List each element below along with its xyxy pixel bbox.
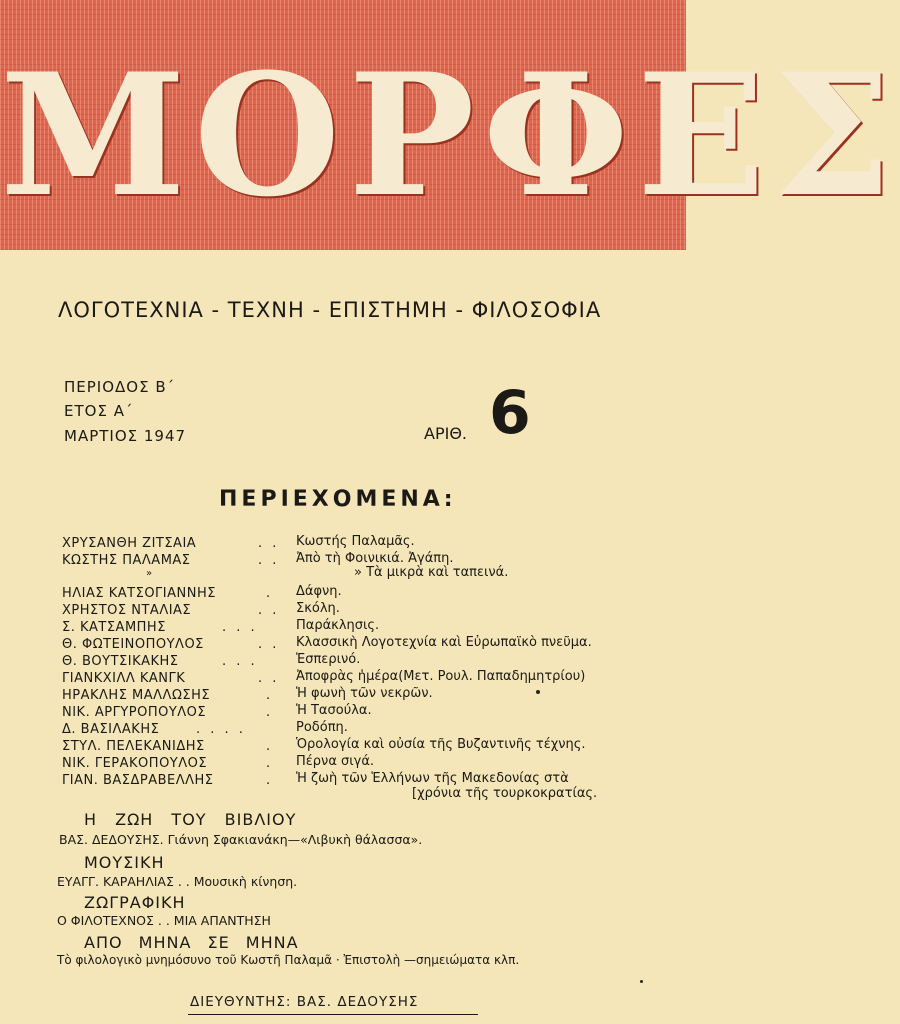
toc-title: Ἀπὸ τὴ Φοινικιά. Ἀγάπη. bbox=[296, 551, 454, 566]
toc-author: Θ. ΒΟΥΤΣΙΚΑΚΗΣ bbox=[62, 654, 179, 669]
toc-dots: . . . bbox=[222, 620, 258, 635]
toc-dots: . bbox=[266, 705, 274, 720]
issue-number: 6 bbox=[489, 378, 531, 448]
toc-author: Σ. ΚΑΤΣΑΜΠΗΣ bbox=[62, 620, 166, 635]
toc-author: ΧΡΥΣΑΝΘΗ ΖΙΤΣΑΙΑ bbox=[62, 536, 197, 551]
toc-dots: . bbox=[266, 756, 274, 771]
toc-title: Ἡ ζωὴ τῶν Ἑλλήνων τῆς Μακεδονίας στὰ bbox=[296, 771, 569, 786]
toc-dots: . . . . bbox=[196, 722, 246, 737]
section-heading-month: ΑΠΟ ΜΗΝΑ ΣΕ ΜΗΝΑ bbox=[84, 933, 299, 952]
issue-date: ΜΑΡΤΙΟΣ 1947 bbox=[64, 427, 187, 445]
toc-title: Παράκλησις. bbox=[296, 618, 380, 633]
section-line-month: Τὸ φιλολογικὸ μνημόσυνο τοῦ Κωστῆ Παλαμᾶ · Ἐπιστολὴ —σημειώματα κλπ. bbox=[57, 953, 520, 967]
section-heading-book-life: Η ΖΩΗ ΤΟΥ ΒΙΒΛΙΟΥ bbox=[84, 810, 297, 829]
section-heading-painting: ΖΩΓΡΑΦΙΚΗ bbox=[84, 893, 186, 912]
director-underline bbox=[188, 1014, 478, 1015]
toc-dots: . . bbox=[258, 536, 280, 551]
toc-title: » Τὰ μικρὰ καὶ ταπεινά. bbox=[354, 565, 509, 580]
toc-author: ΣΤΥΛ. ΠΕΛΕΚΑΝΙΔΗΣ bbox=[62, 739, 205, 754]
toc-author: ΝΙΚ. ΑΡΓΥΡΟΠΟΥΛΟΣ bbox=[62, 705, 207, 720]
toc-author: » bbox=[146, 568, 153, 579]
toc-title: Κωστής Παλαμᾶς. bbox=[296, 534, 415, 549]
masthead-banner bbox=[0, 0, 900, 250]
section-line-painting: Ο ΦΙΛΟΤΕΧΝΟΣ . . ΜΙΑ ΑΠΑΝΤΗΣΗ bbox=[57, 913, 271, 928]
toc-dots: . bbox=[266, 739, 274, 754]
toc-title: Ροδόπη. bbox=[296, 720, 348, 735]
toc-dots: . . bbox=[258, 637, 280, 652]
toc-title: Σκόλη. bbox=[296, 601, 340, 616]
year: ΕΤΟΣ Α΄ bbox=[64, 402, 134, 420]
toc-dots: . bbox=[266, 688, 274, 703]
toc-author: ΗΡΑΚΛΗΣ ΜΑΛΛΩΣΗΣ bbox=[62, 688, 211, 703]
ink-speck bbox=[640, 980, 643, 983]
section-line-music: ΕΥΑΓΓ. ΚΑΡΑΗΛΙΑΣ . . Μουσικὴ κίνηση. bbox=[57, 874, 298, 889]
toc-author: ΚΩΣΤΗΣ ΠΑΛΑΜΑΣ bbox=[62, 553, 191, 568]
toc-dots: . . bbox=[258, 671, 280, 686]
toc-dots: . bbox=[266, 586, 274, 601]
toc-title: Ἡ Τασούλα. bbox=[296, 703, 372, 718]
toc-title: Ἀποφρὰς ἡμέρα(Μετ. Ρουλ. Παπαδημητρίου) bbox=[296, 669, 586, 684]
masthead-title: ΜΟΡΦΕΣ bbox=[0, 36, 900, 234]
toc-title: Πέρνα σιγά. bbox=[296, 754, 375, 769]
toc-title: Ἑσπερινό. bbox=[296, 652, 361, 667]
section-line-book-life: ΒΑΣ. ΔΕΔΟΥΣΗΣ. Γιάννη Σφακιανάκη—«Λιβυκὴ θάλασσα». bbox=[59, 832, 423, 847]
toc-dots: . . bbox=[258, 603, 280, 618]
toc-author: ΓΙΑΝΚΧΙΛΛ ΚΑΝΓΚ bbox=[62, 671, 186, 686]
toc-title: Ἡ φωνὴ τῶν νεκρῶν. bbox=[296, 686, 433, 701]
section-heading-music: ΜΟΥΣΙΚΗ bbox=[84, 853, 165, 872]
subtitle: ΛΟΓΟΤΕΧΝΙΑ - ΤΕΧΝΗ - ΕΠΙΣΤΗΜΗ - ΦΙΛΟΣΟΦΙΑ bbox=[58, 298, 602, 322]
ink-speck bbox=[536, 690, 540, 694]
contents-heading: ΠΕΡΙΕΧΟΜΕΝΑ: bbox=[219, 487, 457, 512]
toc-title: [χρόνια τῆς τουρκοκρατίας. bbox=[412, 786, 598, 801]
toc-author: ΝΙΚ. ΓΕΡΑΚΟΠΟΥΛΟΣ bbox=[62, 756, 208, 771]
toc-title: Δάφνη. bbox=[296, 584, 342, 599]
toc-author: Δ. ΒΑΣΙΛΑΚΗΣ bbox=[62, 722, 160, 737]
toc-author: ΓΙΑΝ. ΒΑΣΔΡΑΒΕΛΛΗΣ bbox=[62, 773, 214, 788]
toc-author: ΗΛΙΑΣ ΚΑΤΣΟΓΙΑΝΝΗΣ bbox=[62, 586, 216, 601]
period: ΠΕΡΙΟΔΟΣ Β΄ bbox=[64, 378, 176, 396]
toc-title: Κλασσικὴ Λογοτεχνία καὶ Εὐρωπαϊκὸ πνεῦμα. bbox=[296, 635, 592, 650]
toc-title: Ὁρολογία καὶ οὐσία τῆς Βυζαντινῆς τέχνης. bbox=[296, 737, 586, 752]
toc-author: ΧΡΗΣΤΟΣ ΝΤΑΛΙΑΣ bbox=[62, 603, 192, 618]
toc-dots: . . . bbox=[222, 654, 258, 669]
toc-author: Θ. ΦΩΤΕΙΝΟΠΟΥΛΟΣ bbox=[62, 637, 204, 652]
issue-label: ΑΡΙΘ. bbox=[424, 424, 467, 443]
toc-dots: . . bbox=[258, 553, 280, 568]
director-credit: ΔΙΕΥΘΥΝΤΗΣ: ΒΑΣ. ΔΕΔΟΥΣΗΣ bbox=[190, 994, 419, 1010]
toc-dots: . bbox=[266, 773, 274, 788]
